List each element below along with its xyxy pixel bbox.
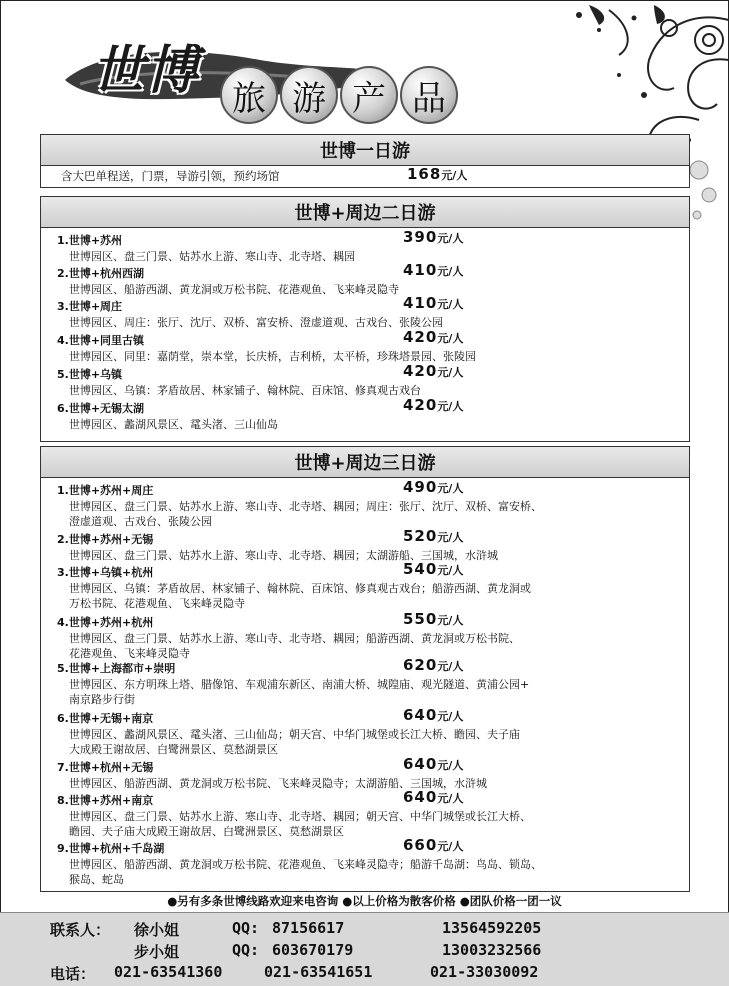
title-char: 旅 [220,66,278,124]
two-day-section [40,196,690,442]
route-item: 6.世博+无锡+南京 世博园区、蠡湖风景区、鼋头渚、三山仙岛；朝天宫、中华门城堡或长江大桥、瞻园、夫子庙 大成殿王谢故居、白鹭洲景区、莫愁湖景区 640元/人 [57,706,520,756]
route-item: 7.世博+杭州+无锡 世博园区、船游西湖、黄龙洞或万松书院、飞来峰灵隐寺；太湖游船、三国城，水浒城 640元/人 [57,755,487,790]
route-item: 1.世博+苏州 世博园区、盘三门景、姑苏水上游、寒山寺、北寺塔、耦园 390元/人 [57,228,464,263]
one-day-desc: 含大巴单程送，门票，导游引领，预约场馆 [61,169,280,183]
route-item: 5.世博+乌镇 世博园区、乌镇：茅盾故居、林家铺子、翰林院、百床馆、修真观古戏台 420元/人 [57,362,464,397]
route-item: 4.世博+苏州+杭州 世博园区、盘三门景、姑苏水上游、寒山寺、北寺塔、耦园；船游西湖、黄龙洞或万松书院、 花港观鱼、飞来峰灵隐寺 550元/人 [57,610,520,660]
route-item: 4.世博+同里古镇 世博园区、同里：嘉荫堂，崇本堂，长庆桥，吉利桥，太平桥，珍珠塔景园、张陵园 420元/人 [57,328,476,363]
title-char: 产 [340,66,398,124]
notes-line: ●另有多条世博线路欢迎来电咨询 ●以上价格为散客价格 ●团队价格一团一议 [167,894,562,908]
route-item: 1.世博+苏州+周庄 世博园区、盘三门景、姑苏水上游、寒山寺、北寺塔、耦园；周庄：张厅、沈厅、双桥、富安桥、 澄虚道观、古戏台、张陵公园 490元/人 [57,478,542,528]
three-day-title: 世博+周边三日游 [41,447,689,478]
mobile-number: 13003232566 [442,941,542,959]
route-item: 8.世博+苏州+南京 世博园区、盘三门景、姑苏水上游、寒山寺、北寺塔、耦园；朝天宫、中华门城堡或长江大桥、 瞻园、夫子庙大成殿王谢故居、白鹭洲景区、莫愁湖景区 640元/人 [57,788,531,838]
phone-number: 021-63541651 [264,963,373,981]
contact-person: 步小姐 [134,943,180,961]
phone-label: 电话： [50,965,96,983]
route-item: 2.世博+苏州+无锡 世博园区、盘三门景、姑苏水上游、寒山寺、北寺塔、耦园；太湖游船、三国城，水浒城 520元/人 [57,527,498,562]
one-day-title: 世博一日游 [41,135,689,166]
qq-label: QQ: [232,941,260,959]
qq-number: 87156617 [272,919,345,937]
expo-logo: 世博 [92,40,201,101]
qq-number: 603670179 [272,941,354,959]
phone-number: 021-33030092 [430,963,539,981]
phone-number: 021-63541360 [114,963,223,981]
title-char: 品 [400,66,458,124]
mobile-number: 13564592205 [442,919,542,937]
route-item: 3.世博+乌镇+杭州 世博园区、乌镇：茅盾故居、林家铺子、翰林院、百床馆、修真观古戏台；船游西湖、黄龙洞或 万松书院、花港观鱼、飞来峰灵隐寺 540元/人 [57,560,531,610]
route-item: 9.世博+杭州+千岛湖 世博园区、船游西湖、黄龙洞或万松书院、花港观鱼、飞来峰灵隐寺；船游千岛湖：鸟岛、锁岛、 猴岛、蛇岛 660元/人 [57,836,542,886]
one-day-section [40,134,690,188]
route-item: 5.世博+上海都市+崇明 世博园区、东方明珠上塔、腊像馆、车观浦东新区、南浦大桥、城隍庙、观光隧道、黄浦公园+ 南京路步行街 620元/人 [57,656,530,706]
two-day-title: 世博+周边二日游 [41,197,689,228]
product-title [220,66,458,124]
three-day-section [40,446,690,892]
route-item: 2.世博+杭州西湖 世博园区、船游西湖、黄龙洞或万松书院、花港观鱼、飞来峰灵隐寺 410元/人 [57,261,464,296]
contact-person: 徐小姐 [134,921,180,939]
contact-footer [0,912,729,986]
title-char: 游 [280,66,338,124]
one-day-price: 168元/人 [407,165,468,183]
contact-label: 联系人： [50,921,111,939]
route-item: 6.世博+无锡太湖 世博园区、蠡湖风景区、鼋头渚、三山仙岛 420元/人 [57,396,464,431]
qq-label: QQ: [232,919,260,937]
route-item: 3.世博+周庄 世博园区、周庄：张厅、沈厅、双桥、富安桥、澄虚道观、古戏台、张陵公园 410元/人 [57,294,464,329]
